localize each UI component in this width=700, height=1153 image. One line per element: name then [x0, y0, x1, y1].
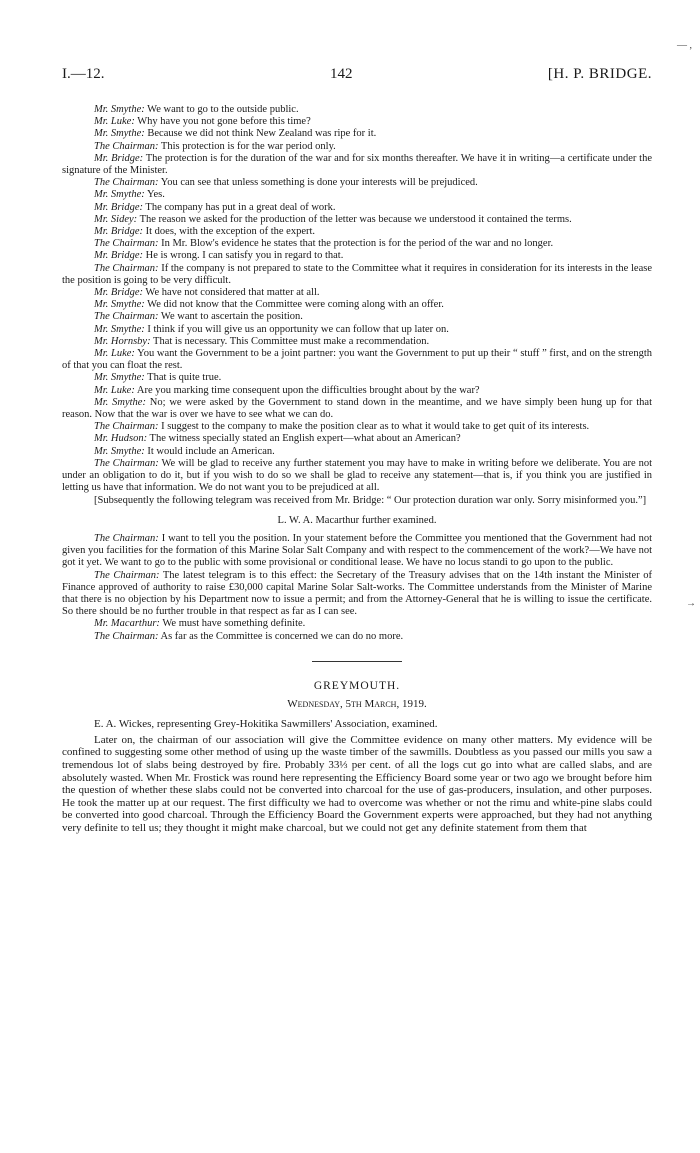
speaker-name: Mr. Smythe: — [94, 323, 145, 335]
dialogue-line — [62, 202, 652, 214]
dialogue-block-1 — [62, 104, 652, 495]
speech-text: The witness specially stated an English expert—what about an American? — [147, 433, 461, 445]
dialogue-line — [62, 446, 652, 458]
examined-heading-text: L. W. A. Macarthur further examined. — [277, 514, 437, 526]
speech-text: That is quite true. — [144, 372, 222, 384]
speech-text: If the company is not prepared to state to the Committee what it requires in consideration for its interests in the lease the position is going to be very difficult. — [62, 262, 652, 286]
evidence-paragraph: Later on, the chairman of our association will give the Committee evidence on many other matters. My evidence will be confined to suggesting some other method of using up the waste timber of the sawmills. Doubtless as you passed our mills you saw a tremendous lot of slabs being destroyed by fire. Probably 33⅓ per cent. of all the logs cut go into what are called slabs, and are absolutely wasted. When Mr. Frostick was round here representing the Efficiency Board some year or two ago we brought before him the question of whether these slabs could not be converted into charcoal for the use of gas-producers, insulation, and other purposes. He took the matter up at our request. The first difficulty we had to overcome was whether or not the rimu and white-pine slabs could be converted into good charcoal. Through the Efficiency Board the Government experts were approached, but they had not anything very definite to tell us; they thought it might make charcoal, but we could not get any definite statement from them that — [62, 733, 652, 834]
speaker-name: The Chairman: — [94, 457, 159, 469]
dialogue-line — [62, 324, 652, 336]
dialogue-line — [62, 397, 652, 421]
speaker-name: Mr. Bridge: — [94, 152, 144, 164]
speaker-name: Mr. Bridge: — [94, 201, 143, 213]
dialogue-line — [62, 348, 652, 372]
dialogue-line — [62, 104, 652, 116]
speaker-name: The Chairman: — [94, 262, 159, 274]
margin-mark-side: → — [686, 598, 696, 609]
dialogue-block-2 — [62, 533, 652, 643]
dialogue-line — [62, 421, 652, 433]
speech-text: We will be glad to receive any further statement you may have to make in writing before we deliberate. You are not under an obligation to do it, but if you wish to do so we shall be glad to receive any statement—that is, if you think you are justified in letting us have that information. We do not want you to be prejudiced at all. — [62, 457, 652, 494]
dialogue-line — [62, 631, 652, 643]
page-header — [62, 66, 652, 88]
speaker-name: The Chairman: — [94, 532, 159, 544]
page-body — [62, 104, 652, 834]
dialogue-line — [62, 618, 652, 630]
speech-text: The latest telegram is to this effect: the Secretary of the Treasury advises that on the 14th instant the Minister of Finance approved of authority to raise £30,000 capital Marine Solar Salt-works. The Committee understands from the Minister of Marine that there is no objection by his Department now to issue a permit; and from the Attorney-General that he is willing to issue the certificate. So there should be no further trouble in that respect as far as I can see. — [62, 569, 652, 618]
speech-text: That is necessary. This Committee must make a recommendation. — [150, 335, 430, 347]
speech-text: Because we did not think New Zealand was ripe for it. — [144, 128, 377, 140]
speech-text: No; we were asked by the Government to stand down in the meantime, and we have simply been hung up for that reason. Now that the war is over we have to see what we can do. — [62, 396, 652, 421]
speaker-name: Mr. Luke: — [94, 384, 135, 396]
speech-text: I want to tell you the position. In your statement before the Committee you mentioned that the Government had not given you facilities for the formation of this Marine Solar Salt Company and with respect to the commencement of the work?—We have not got it yet. We want to go to the public with some provisional or conditional lease. We have no locus standi to go upon to the public. — [62, 532, 652, 569]
dialogue-line — [62, 226, 652, 238]
page-number: 142 — [330, 66, 353, 82]
speaker-name: Mr. Smythe: — [94, 299, 145, 311]
speaker-name: The Chairman: — [94, 140, 159, 152]
speech-text: We want to go to the outside public. — [144, 104, 299, 115]
speech-text: You can see that unless something is done your interests will be prejudiced. — [158, 177, 478, 189]
speech-text: You want the Government to be a joint partner: you want the Government to put up their “ stuff ” first, and on the strength of that you can float the rest. — [62, 348, 652, 372]
witness-intro: E. A. Wickes, representing Grey-Hokitika Sawmillers' Association, examined. — [94, 718, 438, 731]
speech-text: Yes. — [144, 189, 165, 201]
speech-text: The company has put in a great deal of work. — [143, 201, 336, 213]
speaker-name: Mr. Hornsby: — [94, 335, 151, 347]
dialogue-line — [62, 141, 652, 153]
speaker-name: Mr. Smythe: — [94, 372, 145, 384]
speech-text: He is wrong. I can satisfy you in regard to that. — [143, 250, 344, 262]
speaker-name: The Chairman: — [94, 421, 159, 433]
dialogue-line — [62, 433, 652, 445]
speech-text: I think if you will give us an opportunity we can follow that up later on. — [144, 323, 449, 335]
speech-text: We did not know that the Committee were coming along with an offer. — [144, 299, 444, 311]
dialogue-line — [62, 372, 652, 384]
dialogue-line — [62, 385, 652, 397]
speaker-name: The Chairman: — [94, 569, 160, 581]
speech-text: In Mr. Blow's evidence he states that the protection is for the period of the war and no longer. — [158, 238, 554, 250]
dialogue-line — [62, 263, 652, 287]
dialogue-line — [62, 336, 652, 348]
dialogue-line — [62, 250, 652, 262]
speech-text: The protection is for the duration of the war and for six months thereafter. We have it in writing—a certificate under the signature of the Minister. — [62, 152, 652, 177]
section-date: Wednesday, 5th March, 1919. — [287, 697, 427, 710]
speech-text: We want to ascertain the position. — [158, 311, 303, 323]
speech-text: The reason we asked for the production of the letter was because we understood it contained the terms. — [137, 213, 572, 225]
dialogue-line — [62, 570, 652, 619]
dialogue-line — [62, 214, 652, 226]
telegram-note: [Subsequently the following telegram was received from Mr. Bridge: “ Our protection duration war only. Sorry misinformed you.”] — [94, 494, 647, 506]
speaker-name: The Chairman: — [94, 311, 159, 323]
speaker-name: Mr. Smythe: — [94, 396, 146, 408]
speech-text: This protection is for the war period only. — [158, 140, 336, 152]
speech-text: I suggest to the company to make the position clear as to what it would take to get quit of its interests. — [158, 421, 590, 433]
speaker-name: Mr. Macarthur: — [94, 618, 160, 630]
dialogue-line — [62, 128, 652, 140]
speaker-name: Mr. Luke: — [94, 348, 135, 360]
dialogue-line — [62, 458, 652, 495]
speech-text: Are you marking time consequent upon the difficulties brought about by the war? — [134, 384, 480, 396]
speaker-name: Mr. Smythe: — [94, 189, 145, 201]
dialogue-line — [62, 189, 652, 201]
speaker-name: Mr. Smythe: — [94, 128, 145, 140]
examined-heading — [62, 515, 652, 527]
dialogue-line — [62, 533, 652, 570]
dialogue-line — [62, 177, 652, 189]
speech-text: We must have something definite. — [159, 618, 306, 630]
speaker-name: Mr. Bridge: — [94, 250, 143, 262]
document-reference: I.—12. — [62, 66, 105, 82]
speech-text: Why have you not gone before this time? — [134, 116, 311, 128]
speech-text: As far as the Committee is concerned we can do no more. — [158, 630, 404, 642]
speaker-name: Mr. Sidey: — [94, 213, 138, 225]
witness-name-header: [H. P. BRIDGE. — [547, 66, 652, 82]
speaker-name: Mr. Bridge: — [94, 226, 143, 238]
speaker-name: Mr. Hudson: — [94, 433, 148, 445]
dialogue-line — [62, 287, 652, 299]
section-title: GREYMOUTH. — [313, 679, 401, 692]
speech-text: It does, with the exception of the expert. — [143, 226, 316, 238]
dialogue-line — [62, 311, 652, 323]
dialogue-line — [62, 299, 652, 311]
dialogue-line — [62, 238, 652, 250]
dialogue-line — [62, 153, 652, 177]
speaker-name: The Chairman: — [94, 630, 159, 642]
section-divider — [312, 661, 402, 662]
speech-text: It would include an American. — [144, 445, 275, 457]
dialogue-line — [62, 116, 652, 128]
speaker-name: The Chairman: — [94, 177, 159, 189]
speaker-name: Mr. Smythe: — [94, 445, 145, 457]
speech-text: We have not considered that matter at all. — [143, 287, 320, 299]
speaker-name: Mr. Bridge: — [94, 287, 143, 299]
speaker-name: The Chairman: — [94, 238, 159, 250]
margin-mark-top: — , — [677, 40, 692, 51]
speaker-name: Mr. Luke: — [94, 116, 135, 128]
speaker-name: Mr. Smythe: — [94, 104, 145, 115]
